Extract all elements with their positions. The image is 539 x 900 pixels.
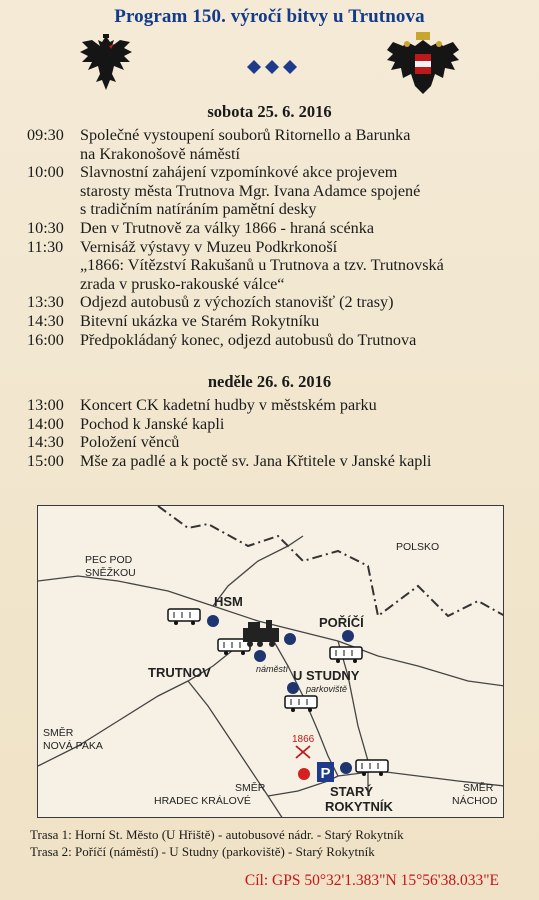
schedule-time: 14:30 [27,433,64,452]
bus-icon [168,609,200,625]
svg-text:P: P [320,765,331,782]
label-parkoviste: parkoviště [306,684,348,694]
sunday-heading: neděle 26. 6. 2016 [207,372,332,391]
label-u-studny: U STUDNY [293,668,360,683]
schedule-time: 13:00 [27,396,64,414]
schedule-item [0,452,539,471]
schedule-item [0,312,539,331]
schedule-item [0,396,539,415]
diamond-ornament-icon [245,58,301,76]
schedule-text: Slavnostní zahájení vzpomínkové akce projevem starosty města Trutnova Mgr. Ivana Adamce spojené s tradičním natíráním pamětní desky [80,163,421,219]
schedule-time: 16:00 [27,330,64,349]
schedule-time: 14:00 [27,414,64,433]
stop-porici [342,630,354,642]
schedule-text: Bitevní ukázka ve Starém Rokytníku [80,311,320,330]
train-icon [243,620,279,647]
label-trutnov: TRUTNOV [148,665,211,680]
schedule-item [0,433,539,452]
label-smer: SMĚR [463,782,494,794]
sunday-schedule [0,396,539,470]
stop-stary-rokytnik [340,762,352,774]
label-namesti: náměstí [256,664,289,674]
schedule-time: 10:00 [27,163,64,182]
saturday-schedule [0,126,539,349]
schedule-text: Mše za padlé a k poctě sv. Jana Křtitele v Janské kapli [80,451,432,470]
schedule-item [0,219,539,238]
label-porici: POŘÍČÍ [319,615,364,630]
saturday-heading: sobota 25. 6. 2016 [207,102,332,121]
page-title: Program 150. výročí bitvy u Trutnova [114,6,425,27]
label-nova-paka: NOVÁ PAKA [43,740,103,752]
schedule-text: Předpokládaný konec, odjezd autobusů do Trutnova [80,330,417,349]
map-drawing [38,506,504,818]
austrian-eagle-icon [385,32,461,98]
parking-icon [317,762,334,782]
schedule-item [0,163,539,219]
label-pec: PEC POD [85,554,133,566]
schedule-item [0,126,539,163]
stop-u-studny [287,682,299,694]
schedule-item [0,238,539,294]
label-1866: 1866 [292,734,315,745]
label-hsm: HSM [214,594,243,609]
schedule-text: Pochod k Janské kapli [80,414,225,433]
route-2: Trasa 2: Poříčí (náměstí) - U Studny (parkoviště) - Starý Rokytník [30,844,375,859]
stop-train [284,633,296,645]
crossed-swords-icon [296,746,310,758]
label-polsko: POLSKO [396,541,440,553]
route-1: Trasa 1: Horní St. Město (U Hřiště) - autobusové nádr. - Starý Rokytník [30,827,404,842]
label-smer: SMĚR [43,727,74,739]
schedule-time: 11:30 [27,237,64,256]
schedule-item [0,331,539,350]
prussian-eagle-icon [78,32,134,94]
schedule-time: 10:30 [27,218,64,237]
gps-target: Cíl: GPS 50°32'1.383"N 15°56'38.033"E [244,872,499,889]
label-smer: SMĚR [235,782,266,794]
bus-icon [285,696,317,712]
schedule-time: 09:30 [27,126,64,144]
label-stary: STARÝ [330,784,374,799]
schedule-text: Den v Trutnově za války 1866 - hraná scénka [80,218,374,237]
schedule-item [0,415,539,434]
schedule-text: Odjezd autobusů z výchozích stanovišť (2 trasy) [80,293,394,312]
stop-hsm [207,615,219,627]
schedule-text: Společné vystoupení souborů Ritornello a Barunka na Krakonošově náměstí [80,126,411,163]
schedule-time: 15:00 [27,451,64,470]
schedule-text: Koncert CK kadetní hudby v městském parku [80,396,377,414]
schedule-text: Položení věnců [80,433,180,452]
stop-namesti [254,650,266,662]
schedule-item [0,293,539,312]
label-rokytnik: ROKYTNÍK [325,799,393,814]
label-hradec-kralove: HRADEC KRÁLOVÉ [154,795,251,807]
label-nachod: NÁCHOD [452,795,498,807]
route-map [37,505,504,818]
schedule-time: 14:30 [27,311,64,330]
target-marker [298,768,310,780]
label-snezkou: SNĚŽKOU [85,567,136,579]
schedule-time: 13:30 [27,293,64,312]
routes-list [30,826,404,860]
bus-icon [330,647,362,663]
schedule-text: Vernisáž výstavy v Muzeu Podkrkonoší „1866: Vítězství Rakušanů u Trutnova a tzv. Trutnovská zrada v prusko-rakouské válce“ [80,237,444,293]
